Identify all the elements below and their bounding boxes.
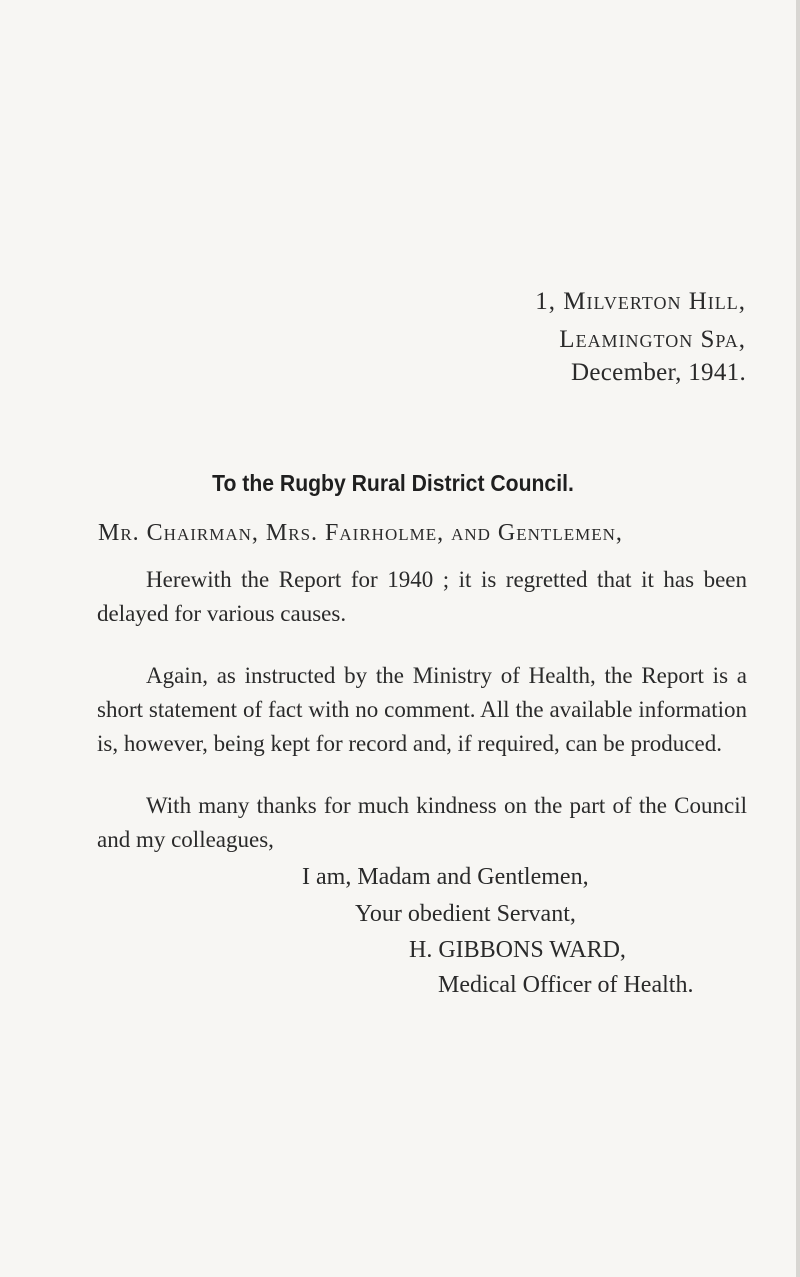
signature-title: Medical Officer of Health.	[438, 972, 694, 998]
paragraph-2: Again, as instructed by the Ministry of Health, the Report is a short statement of fact with no comment. All the available information is, however, being kept for record and, if required, can be produced.	[97, 663, 747, 756]
page-edge	[796, 0, 800, 1277]
letter-date: December, 1941.	[571, 359, 746, 386]
address-line-2: Leamington Spa,	[559, 326, 746, 353]
letter-heading: To the Rugby Rural District Council.	[212, 470, 574, 496]
paragraph-1: Herewith the Report for 1940 ; it is regretted that it has been delayed for various causes.	[97, 567, 747, 626]
closing-servant: Your obedient Servant,	[355, 901, 576, 927]
closing-line: I am, Madam and Gentlemen,	[302, 864, 589, 890]
address-line-1: 1, Milverton Hill,	[535, 288, 746, 315]
paragraph-3: With many thanks for much kindness on the part of the Council and my colleagues,	[97, 793, 747, 852]
salutation: Mr. Chairman, Mrs. Fairholme, and Gentlemen,	[98, 520, 623, 546]
signature-name: H. GIBBONS WARD,	[409, 937, 626, 963]
